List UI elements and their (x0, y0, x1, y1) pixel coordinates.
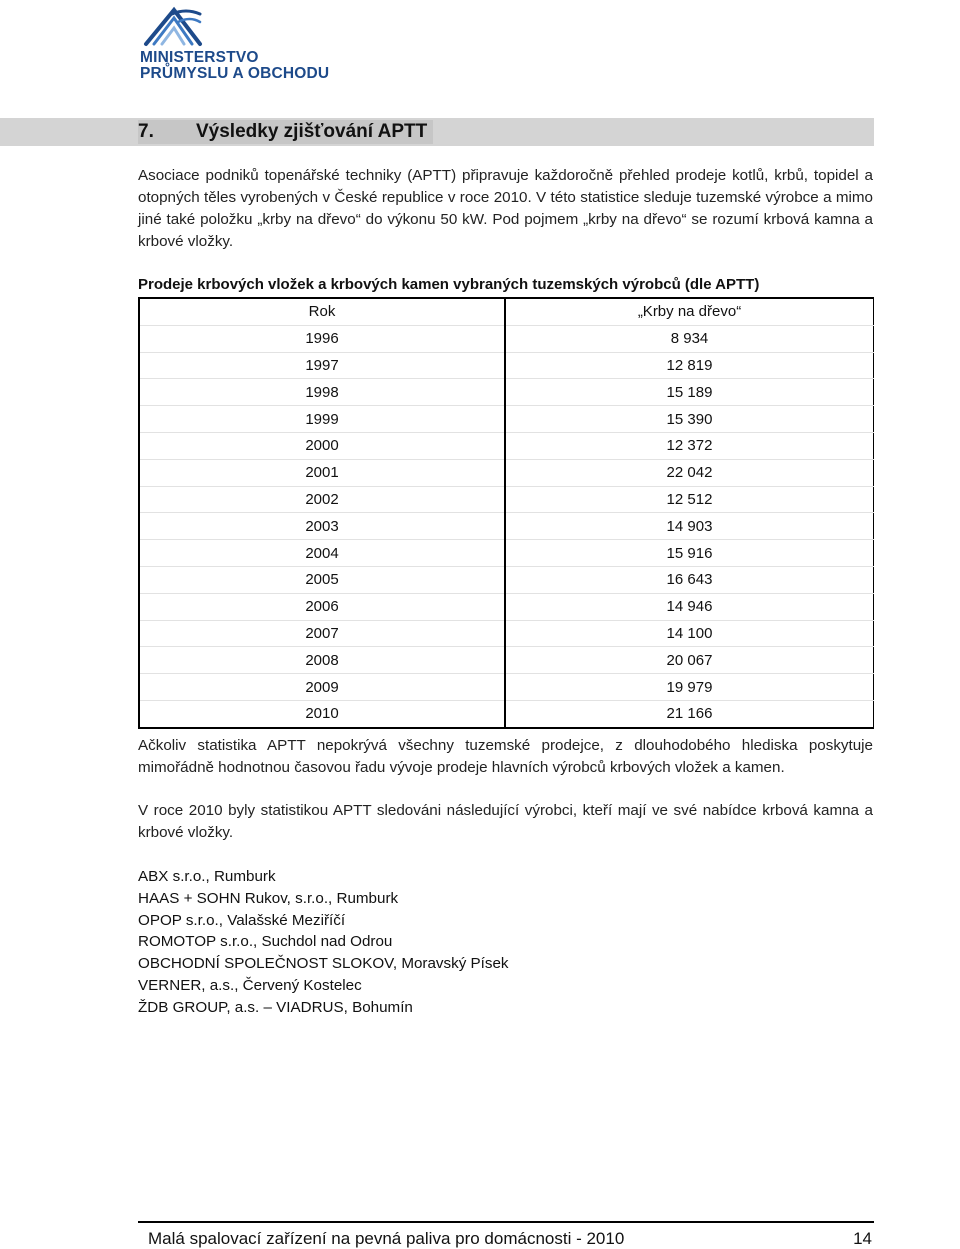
section-heading (138, 120, 433, 144)
cell-sales: 15 189 (505, 379, 874, 406)
vendor-list (138, 866, 509, 1019)
table-row (139, 620, 874, 647)
cell-year: 2005 (139, 566, 505, 593)
table-row (139, 566, 874, 593)
cell-year: 2000 (139, 432, 505, 459)
table-row (139, 352, 874, 379)
cell-year: 2008 (139, 647, 505, 674)
vendor-item: ROMOTOP s.r.o., Suchdol nad Odrou (138, 933, 393, 951)
section-number: 7. (138, 121, 154, 142)
cell-sales: 8 934 (505, 325, 874, 352)
sales-table (138, 297, 874, 729)
cell-year: 2010 (139, 700, 505, 727)
vendor-item: OPOP s.r.o., Valašské Meziříčí (138, 911, 346, 929)
intro-paragraph: Asociace podniků topenářské techniky (APTT) připravuje každoročně přehled prodeje kotlů, krbů, topidel a otopných těles vyrobených v České republice v roce 2010. V této statistice sleduje tuzemské výrobce a mimo jiné také položku „krby na dřevo“ do výkonu 50 kW. Pod pojmem „krby na dřevo“ se rozumí krbová kamna a krbové vložky. (138, 167, 873, 250)
cell-year: 2006 (139, 593, 505, 620)
cell-sales: 15 390 (505, 406, 874, 433)
table-row (139, 325, 874, 352)
cell-sales: 12 372 (505, 432, 874, 459)
vendor-item: ABX s.r.o., Rumburk (138, 868, 276, 885)
header-year: Rok (139, 298, 505, 325)
table-row (139, 459, 874, 486)
footer-divider (138, 1221, 874, 1223)
cell-year: 2003 (139, 513, 505, 540)
cell-sales: 14 946 (505, 593, 874, 620)
table-row (139, 700, 874, 727)
ministry-logo-text (140, 50, 329, 82)
table-row (139, 540, 874, 567)
cell-year: 2001 (139, 459, 505, 486)
table-row (139, 674, 874, 701)
cell-sales: 19 979 (505, 674, 874, 701)
cell-sales: 14 100 (505, 620, 874, 647)
vendor-item: VERNER, a.s., Červený Kostelec (138, 976, 362, 994)
cell-sales: 16 643 (505, 566, 874, 593)
cell-year: 2004 (139, 540, 505, 567)
cell-sales: 12 512 (505, 486, 874, 513)
table-row (139, 513, 874, 540)
table-row (139, 432, 874, 459)
cell-sales: 20 067 (505, 647, 874, 674)
cell-year: 1998 (139, 379, 505, 406)
cell-year: 1997 (139, 352, 505, 379)
logo-line-1: MINISTERSTVO (140, 49, 259, 66)
cell-year: 1996 (139, 325, 505, 352)
vendor-item: OBCHODNÍ SPOLEČNOST SLOKOV, Moravský Písek (138, 955, 509, 973)
table-row (139, 486, 874, 513)
cell-sales: 21 166 (505, 700, 874, 727)
table-row (139, 647, 874, 674)
footer-title: Malá spalovací zařízení na pevná paliva pro domácnosti - 2010 (148, 1229, 625, 1248)
table-row (139, 406, 874, 433)
cell-year: 1999 (139, 406, 505, 433)
cell-sales: 14 903 (505, 513, 874, 540)
vendor-item: ŽDB GROUP, a.s. – VIADRUS, Bohumín (138, 998, 413, 1016)
table-row (139, 593, 874, 620)
table-caption: Prodeje krbových vložek a krbových kamen vybraných tuzemských výrobců (dle APTT) (138, 276, 760, 293)
header-fireplaces: „Krby na dřevo“ (505, 298, 874, 325)
section-heading-bar (0, 118, 874, 146)
cell-year: 2007 (139, 620, 505, 647)
section-title: Výsledky zjišťování APTT (196, 121, 428, 142)
cell-year: 2009 (139, 674, 505, 701)
table-row (139, 379, 874, 406)
logo-line-2: PRŮMYSLU A OBCHODU (140, 65, 330, 82)
table-header-row (139, 298, 874, 325)
vendor-item: HAAS + SOHN Rukov, s.r.o., Rumburk (138, 889, 399, 907)
coverage-paragraph: Ačkoliv statistika APTT nepokrývá všechny tuzemské prodejce, z dlouhodobého hlediska poskytuje mimořádně hodnotnou časovou řadu vývoje prodeje hlavních výrobců krbových vložek a kamen. (138, 737, 873, 776)
vendors-intro-paragraph: V roce 2010 byly statistikou APTT sledováni následující výrobci, kteří mají ve své nabídce krbová kamna a krbové vložky. (138, 802, 873, 841)
cell-sales: 22 042 (505, 459, 874, 486)
cell-sales: 12 819 (505, 352, 874, 379)
cell-year: 2002 (139, 486, 505, 513)
cell-sales: 15 916 (505, 540, 874, 567)
page-number: 14 (853, 1229, 872, 1248)
